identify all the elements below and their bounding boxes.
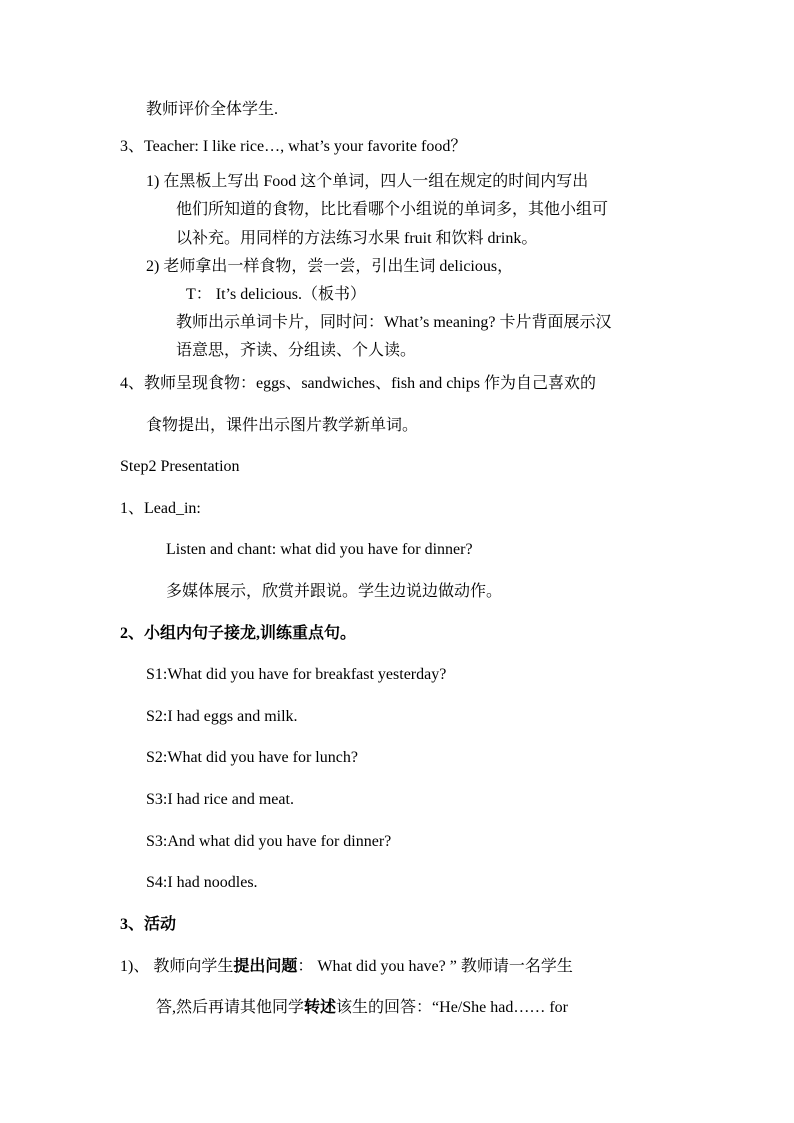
dialogue-line: S3:And what did you have for dinner? [146,833,392,850]
activity-line [120,957,573,977]
dialogue-line: S4:I had noodles. [146,874,258,891]
numbered-heading: 2、小组内句子接龙,训练重点句。 [120,625,357,642]
list-item-line: 语意思，齐读、分组读、个人读。 [176,342,417,359]
dialogue-line: S2:I had eggs and milk. [146,708,298,725]
dialogue-line: S2:What did you have for lunch? [146,749,358,766]
numbered-heading: 3、活动 [120,916,177,933]
dialogue-line: S3:I had rice and meat. [146,791,294,808]
activity-text: 该生的回答：“He/She had…… for [336,999,568,1016]
list-item-line: 教师出示单词卡片，同时问：What’s meaning? 卡片背面展示汉 [176,314,612,331]
list-item-line: 他们所知道的食物，比比看哪个小组说的单词多，其他小组可 [176,201,609,218]
paragraph-line: 教师评价全体学生. [146,101,279,118]
dialogue-line: T： It’s delicious.（板书） [186,286,366,303]
numbered-heading: 1、Lead_in: [120,500,201,517]
list-item-line: 1) 在黑板上写出 Food 这个单词，四人一组在规定的时间内写出 [146,173,589,190]
numbered-heading: 3、Teacher: I like rice…, what’s your favorite food？ [120,138,467,155]
activity-text: 答,然后再请其他同学 [156,999,305,1016]
activity-text: ： What did you have? ” 教师请一名学生 [297,958,573,975]
paragraph-line: 食物提出，课件出示图片教学新单词。 [146,417,419,434]
paragraph-line: 多媒体展示，欣赏并跟说。学生边说边做动作。 [166,583,503,600]
list-item-line: 2) 老师拿出一样食物，尝一尝，引出生词 delicious， [146,258,514,275]
numbered-heading: 4、教师呈现食物：eggs、sandwiches、fish and chips 作为自己喜欢的 [120,375,596,392]
activity-text: 1)、 教师向学生 [120,958,234,975]
list-item-line: 以补充。用同样的方法练习水果 fruit 和饮料 drink。 [176,230,538,247]
activity-emphasis: 转述 [304,999,337,1016]
dialogue-line: S1:What did you have for breakfast yesterday? [146,666,447,683]
section-heading: Step2 Presentation [120,458,240,475]
activity-line [156,998,568,1018]
activity-emphasis: 提出问题 [233,958,298,975]
paragraph-line: Listen and chant: what did you have for dinner? [166,541,473,558]
